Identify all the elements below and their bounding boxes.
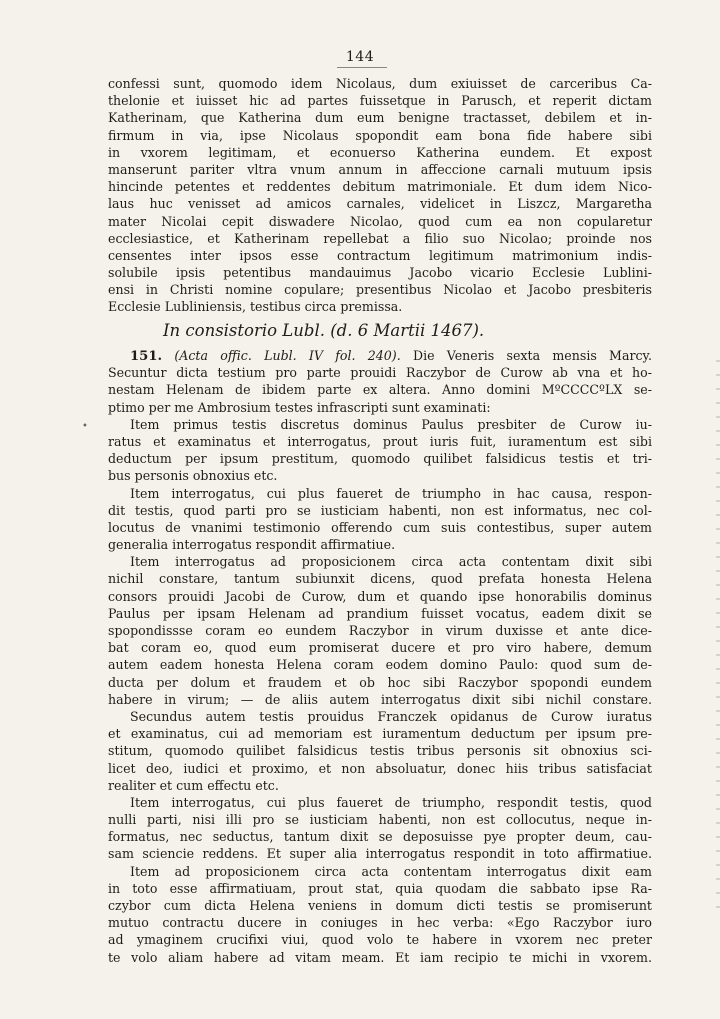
text-line: et examinatus, cui ad memoriam est iuramentum deductum per ipsum pre- bbox=[108, 726, 652, 742]
section-heading: In consistorio Lubl. (d. 6 Martii 1467). bbox=[163, 321, 485, 340]
text-line: hincinde petentes et reddentes debitum matrimoniale. Et dum idem Nico- bbox=[108, 179, 652, 195]
text-line: formatus, nec seductus, tantum dixit se deposuisse pye propter deum, cau- bbox=[108, 829, 652, 845]
entry-source: (Acta offic. Lubl. IV fol. 240). bbox=[174, 348, 401, 363]
text-line: Katherinam, que Katherina dum eum benigne tractasset, debilem et in- bbox=[108, 110, 652, 126]
text-line: confessi sunt, quomodo idem Nicolaus, dum exiuisset de carceribus Ca- bbox=[108, 76, 652, 91]
text-line: te volo aliam habere ad vitam meam. Et iam recipio te michi in vxorem. bbox=[108, 949, 652, 965]
text-line: solubile ipsis petentibus mandauimus Jacobo vicario Ecclesie Lublini- bbox=[108, 265, 652, 281]
text-line: Item interrogatus, cui plus faueret de triumpho in hac causa, respon- bbox=[130, 485, 652, 501]
text-line: bus personis obnoxius etc. bbox=[108, 468, 278, 484]
text-line: sam sciencie reddens. Et super alia interrogatus respondit in toto affirmatiue. bbox=[108, 846, 652, 862]
text-line: mutuo contractu ducere in coniuges in hec verba: «Ego Raczybor iuro bbox=[108, 915, 652, 931]
text-line: Paulus per ipsam Helenam ad prandium fuisset vocatus, eadem dixit se bbox=[108, 605, 652, 621]
entry-date: Die Veneris sexta mensis Marcy. bbox=[412, 348, 652, 363]
text-line: ad ymaginem crucifixi viui, quod volo te habere in vxorem nec preter bbox=[108, 932, 652, 948]
text-line: Item interrogatus, cui plus faueret de triumpho, respondit testis, quod bbox=[130, 794, 652, 810]
text-line: ensi in Christi nomine copulare; presentibus Nicolao et Jacobo presbiteris bbox=[108, 282, 652, 298]
text-line: nestam Helenam de ibidem parte ex altera. Anno domini MºCCCCºLX se- bbox=[108, 382, 652, 398]
text-line: spopondissse coram eo eundem Raczybor in virum duxisse et ante dice- bbox=[108, 623, 652, 638]
continued-paragraph bbox=[108, 75, 652, 316]
text-line: dit testis, quod parti pro se iusticiam habenti, non est informatus, nec col- bbox=[108, 502, 652, 518]
text-line: Item primus testis discretus dominus Paulus presbiter de Curow iu- bbox=[130, 416, 652, 432]
text-line: realiter et cum effectu etc. bbox=[108, 777, 279, 793]
entry-number: 151. bbox=[130, 349, 163, 364]
text-line: ducta per dolum et fraudem et ob hoc sibi Raczybor spopondi eundem bbox=[108, 674, 652, 690]
text-line: Ecclesie Lubliniensis, testibus circa premissa. bbox=[108, 299, 403, 315]
text-line: locutus de vnanimi testimonio offerendo cum suis contestibus, super autem bbox=[108, 519, 652, 535]
page-number-rule bbox=[337, 67, 387, 68]
text-line: consors prouidi Jacobi de Curow, dum et quando ipse honorabilis dominus bbox=[108, 588, 652, 604]
text-line: manserunt pariter vltra vnum annum in affeccione carnali mutuum ipsis bbox=[108, 161, 652, 177]
text-line: Item interrogatus ad proposicionem circa acta contentam dixit sibi bbox=[130, 554, 652, 570]
text-line: mater Nicolai cepit diswadere Nicolao, quod cum ea non copularetur bbox=[108, 213, 652, 229]
text-line: in vxorem legitimam, et econuerso Katherina eundem. Et expost bbox=[108, 144, 652, 160]
text-line: nichil constare, tantum subiunxit dicens, quod prefata honesta Helena bbox=[108, 571, 652, 587]
text-line: nulli parti, nisi illi pro se iusticiam habenti, non est collocutus, neque in- bbox=[108, 812, 652, 828]
page-number: 144 bbox=[345, 49, 375, 65]
text-line: ptimo per me Ambrosium testes infrascripti sunt examinati: bbox=[108, 399, 491, 415]
text-line: generalia interrogatus respondit affirmatiue. bbox=[108, 537, 396, 553]
text-line: firmum in via, ipse Nicolaus spopondit eam bona fide habere sibi bbox=[108, 127, 652, 143]
margin-mark: • bbox=[82, 421, 88, 432]
text-line: ecclesiastice, et Katherinam repellebat a filio suo Nicolao; proinde nos bbox=[108, 230, 652, 246]
text-line: czybor cum dicta Helena veniens in domum dicti testis se promiserunt bbox=[108, 898, 652, 913]
text-line: habere in virum; — de aliis autem interrogatus dixit sibi nichil constare. bbox=[108, 691, 652, 707]
entry-151 bbox=[108, 347, 652, 966]
text-line: laus huc venisset ad amicos carnales, videlicet in Liszcz, Margaretha bbox=[108, 196, 652, 212]
entry-first-line bbox=[108, 347, 652, 364]
text-line: in toto esse affirmatiuam, prout stat, quia quodam die sabbato ipse Ra- bbox=[108, 880, 652, 896]
text-line: Secundus autem testis prouidus Franczek opidanus de Curow iuratus bbox=[130, 708, 652, 724]
text-line: deductum per ipsum prestitum, quomodo quilibet falsidicus testis et tri- bbox=[108, 451, 652, 467]
text-line: Secuntur dicta testium pro parte prouidi Raczybor de Curow ab vna et ho- bbox=[108, 365, 652, 381]
text-line: ratus et examinatus et interrogatus, prout iuris fuit, iuramentum est sibi bbox=[108, 433, 652, 449]
text-line: Item ad proposicionem circa acta contentam interrogatus dixit eam bbox=[130, 863, 652, 879]
text-line: licet deo, iudici et proximo, et non absoluatur, donec hiis tribus satisfaciat bbox=[108, 760, 652, 776]
text-line: bat coram eo, quod eum promiserat ducere et pro viro habere, demum bbox=[108, 640, 652, 656]
text-line: stitum, quomodo quilibet falsidicus testis tribus personis sit obnoxius sci- bbox=[108, 743, 652, 759]
text-line: autem eadem honesta Helena coram eodem domino Paulo: quod sum de- bbox=[108, 657, 652, 673]
scan-edge-artifact bbox=[716, 360, 720, 920]
text-line: censentes inter ipsos esse contractum legitimum matrimonium indis- bbox=[108, 247, 652, 263]
text-line: thelonie et iuisset hic ad partes fuissetque in Parusch, et reperit dictam bbox=[108, 93, 652, 109]
